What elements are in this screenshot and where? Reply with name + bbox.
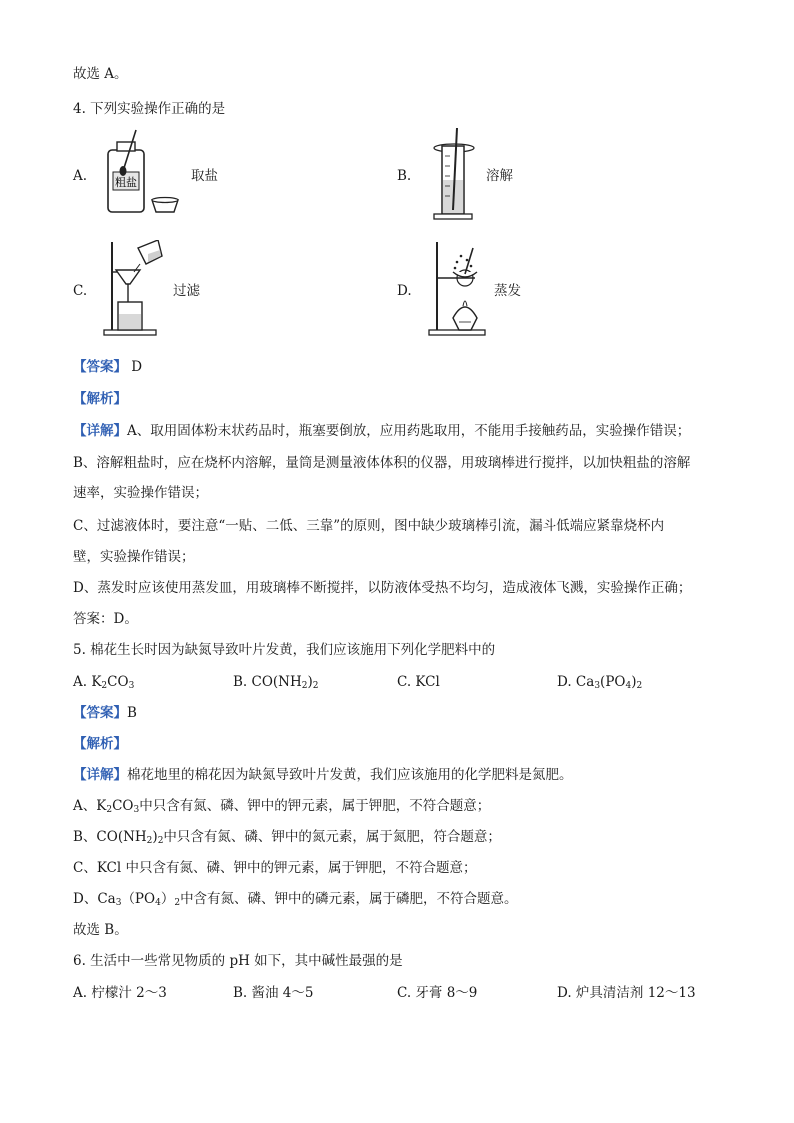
q6-option-a: A. 柠檬汁 2～3 — [73, 985, 167, 1001]
q6-option-b: B. 酱油 4～5 — [233, 985, 314, 1001]
q4-answer-value: D — [131, 359, 143, 375]
q5-detail-c: C、KCl 中只含有氮、磷、钾中的钾元素，属于钾肥，不符合题意； — [73, 860, 477, 876]
q5-conclusion: 故选 B。 — [73, 922, 128, 938]
q4-option-c-letter: C. — [73, 283, 88, 299]
q5-detail-b: B、$CO(NH_2)_2$中只含有氮、磷、钾中的氮元素，属于氮肥，符合题意； — [73, 829, 501, 846]
q5-detail-intro: 【详解】棉花地里的棉花因为缺氮导致叶片发黄，我们应该施用的化学肥料是氮肥。 — [73, 767, 573, 783]
q4-answer-summary: 答案：D。 — [73, 611, 138, 627]
q4-detail-c-cont: 壁，实验操作错误； — [73, 549, 195, 565]
q4-option-d-letter: D. — [397, 283, 412, 299]
answer-tag: 【答案】 — [73, 359, 127, 375]
q4-option-d-label: 蒸发 — [494, 283, 521, 299]
q5-answer: 【答案】B — [73, 705, 137, 721]
q4-detail-b-cont: 速率，实验操作错误； — [73, 485, 208, 501]
q6-option-d: D. 炉具清洁剂 12～13 — [557, 985, 696, 1001]
q6-stem: 6. 生活中一些常见物质的 pH 如下，其中碱性最强的是 — [73, 953, 403, 969]
q5-option-a: A. $K_2CO_3$ — [73, 674, 135, 691]
q4-detail-c: C、过滤液体时，要注意“一贴、二低、三靠”的原则，图中缺少玻璃棒引流，漏斗低端应紧靠烧杯内 — [73, 518, 665, 534]
q4-option-b-label: 溶解 — [486, 168, 513, 184]
q5-stem: 5. 棉花生长时因为缺氮导致叶片发黄，我们应该施用下列化学肥料中的 — [73, 642, 496, 658]
reagent-bottle-figure — [102, 128, 186, 218]
q4-detail-d: D、蒸发时应该使用蒸发皿，用玻璃棒不断搅拌，以防液体受热不均匀，造成液体飞溅，实验操作正确； — [73, 580, 692, 596]
q5-option-d: D. $Ca_3(PO_4)_2$ — [557, 674, 643, 691]
q5-analysis-tag: 【解析】 — [73, 736, 127, 752]
q4-analysis-tag: 【解析】 — [73, 391, 127, 407]
q4-option-c-label: 过滤 — [173, 283, 200, 299]
graduated-cylinder-figure — [428, 124, 480, 222]
q5-answer-value: B — [127, 705, 137, 721]
q6-option-c: C. 牙膏 8～9 — [397, 985, 478, 1001]
prev-conclusion: 故选 A。 — [73, 66, 128, 82]
q4-option-a-label: 取盐 — [191, 168, 218, 184]
q5-detail-d: D、$Ca_3(PO_4)_2$中含有氮、磷、钾中的磷元素，属于磷肥，不符合题意。 — [73, 891, 518, 908]
q4-detail-a: 【详解】A、取用固体粉末状药品时，瓶塞要倒放，应用药匙取用，不能用手接触药品，实验操作错误； — [73, 423, 691, 439]
q4-option-a-letter: A. — [73, 168, 88, 184]
bottle-label-text: 粗盐 — [115, 176, 137, 189]
evaporation-figure — [427, 240, 489, 338]
q4-stem: 4. 下列实验操作正确的是 — [73, 101, 226, 117]
filtration-figure — [102, 240, 164, 338]
q4-detail-b: B、溶解粗盐时，应在烧杯内溶解，量筒是测量液体体积的仪器，用玻璃棒进行搅拌，以加快粗盐的溶解 — [73, 455, 691, 471]
q5-option-c: C. KCl — [397, 674, 440, 690]
q5-detail-a: A、$K_2CO_3$中只含有氮、磷、钾中的钾元素，属于钾肥，不符合题意； — [73, 798, 491, 815]
detail-tag: 【详解】 — [73, 423, 127, 439]
q5-option-b: B. $CO(NH_2)_2$ — [233, 674, 319, 691]
q4-answer — [73, 357, 142, 377]
q4-option-b-letter: B. — [397, 168, 412, 184]
